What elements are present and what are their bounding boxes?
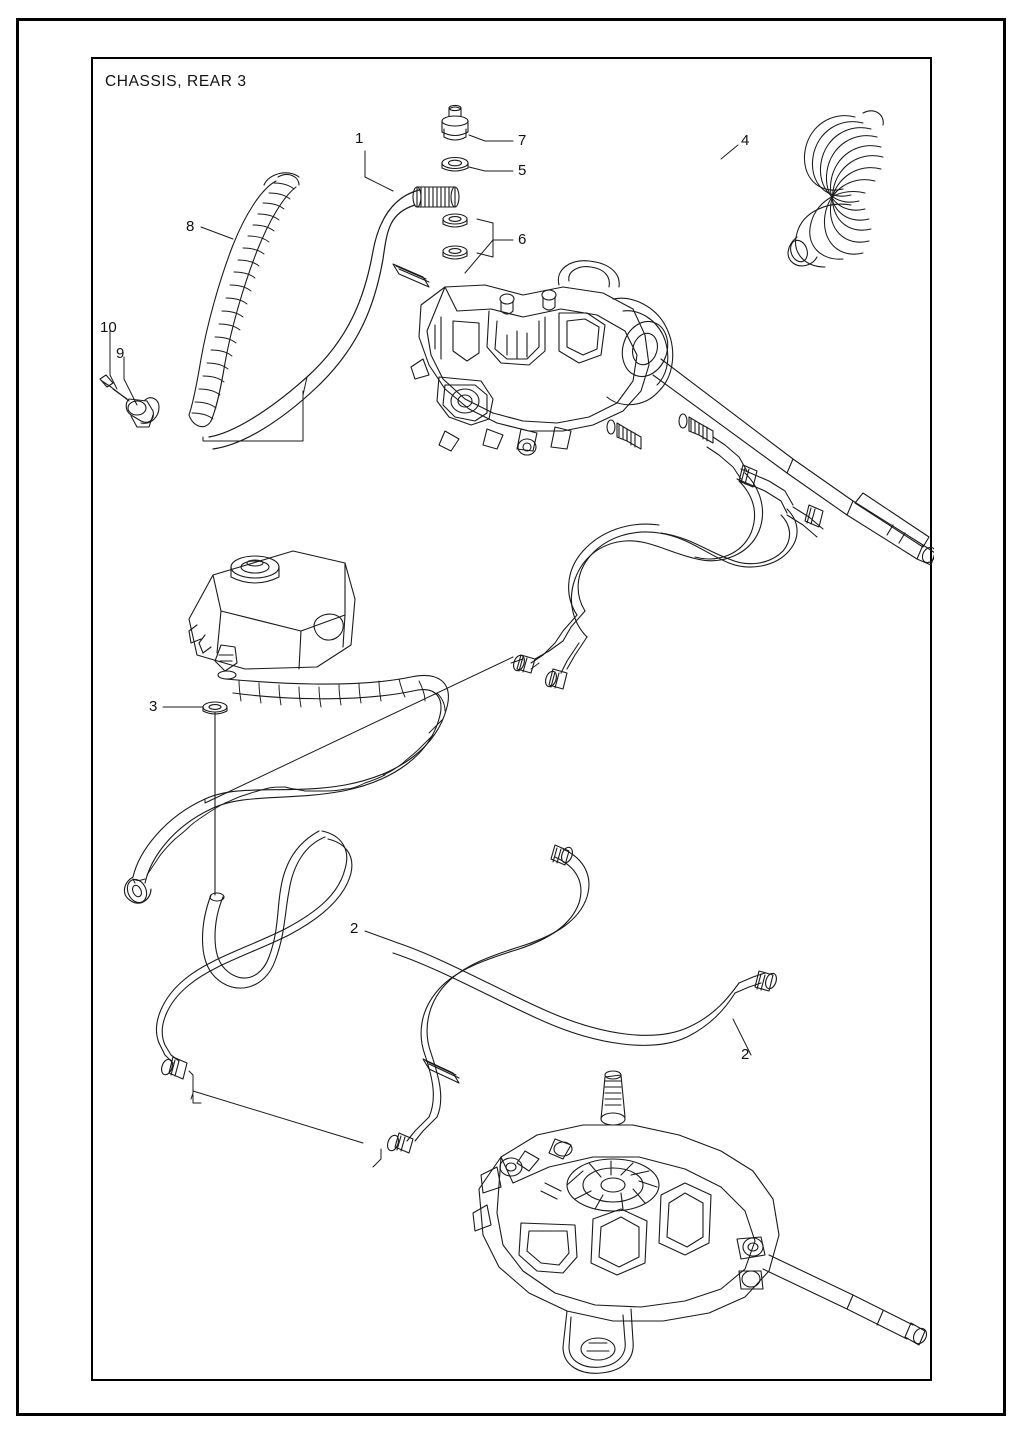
leader-lines — [110, 132, 751, 1055]
part-4-coiled-hose — [788, 111, 884, 267]
part-10-screw — [100, 375, 129, 401]
callout-4: 4 — [741, 132, 750, 149]
callout-10: 10 — [100, 319, 117, 336]
callout-2-upper: 2 — [350, 920, 359, 937]
callout-5: 5 — [518, 162, 527, 179]
hydraulic-lines-upper — [512, 414, 823, 689]
return-hose-loop — [203, 831, 326, 988]
callout-3: 3 — [149, 698, 158, 715]
part-7-cap — [442, 105, 468, 140]
callout-9: 9 — [116, 345, 125, 362]
part-5-washer — [442, 158, 468, 172]
callout-7: 7 — [518, 132, 527, 149]
part-2-hoses — [157, 831, 779, 1153]
reservoir-tank — [189, 551, 355, 679]
exploded-view-plate — [91, 57, 932, 1381]
assembly-frame-lines — [133, 377, 539, 1167]
callout-2-lower: 2 — [741, 1046, 750, 1063]
callout-1: 1 — [355, 130, 364, 147]
page-title: CHASSIS, REAR 3 — [105, 73, 247, 90]
callout-6: 6 — [518, 231, 527, 248]
filter-screen — [413, 187, 459, 207]
part-6-orings — [443, 214, 467, 259]
part-8-corrugated-sleeve — [189, 173, 299, 427]
upper-transaxle — [393, 261, 934, 565]
part-9-clamp — [126, 398, 159, 427]
callout-8: 8 — [186, 218, 195, 235]
lower-transaxle — [423, 1059, 929, 1373]
corrugated-suction-hose — [124, 675, 449, 905]
parts-diagram — [93, 59, 934, 1383]
